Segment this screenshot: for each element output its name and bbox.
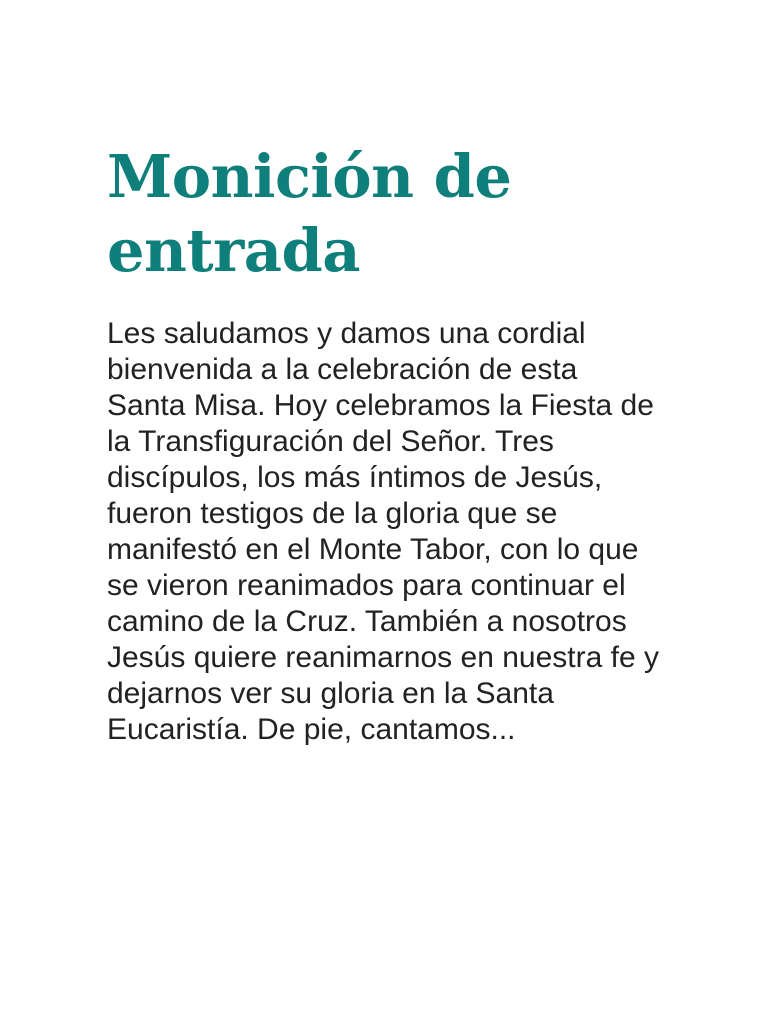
body-line: Les saludamos y damos una cordial (107, 317, 586, 350)
body-line: bienvenida a la celebración de esta (107, 353, 578, 386)
body-line: camino de la Cruz. También a nosotros (107, 605, 627, 638)
body-line: Eucaristía. De pie, cantamos... (107, 713, 516, 746)
body-line: Jesús quiere reanimarnos en nuestra fe y (107, 641, 659, 674)
body-line: la Transfiguración del Señor. Tres (107, 425, 554, 458)
body-line: discípulos, los más íntimos de Jesús, (107, 461, 603, 494)
body-line: Santa Misa. Hoy celebramos la Fiesta de (107, 389, 654, 422)
page-title (107, 140, 511, 288)
title-line: Monición de (107, 142, 512, 211)
body-line: fueron testigos de la gloria que se (107, 497, 558, 530)
body-line: se vieron reanimados para continuar el (107, 569, 626, 602)
body-paragraph (107, 316, 659, 748)
body-line: manifestó en el Monte Tabor, con lo que (107, 533, 639, 566)
title-line: entrada (107, 216, 360, 285)
body-line: dejarnos ver su gloria en la Santa (107, 677, 554, 710)
